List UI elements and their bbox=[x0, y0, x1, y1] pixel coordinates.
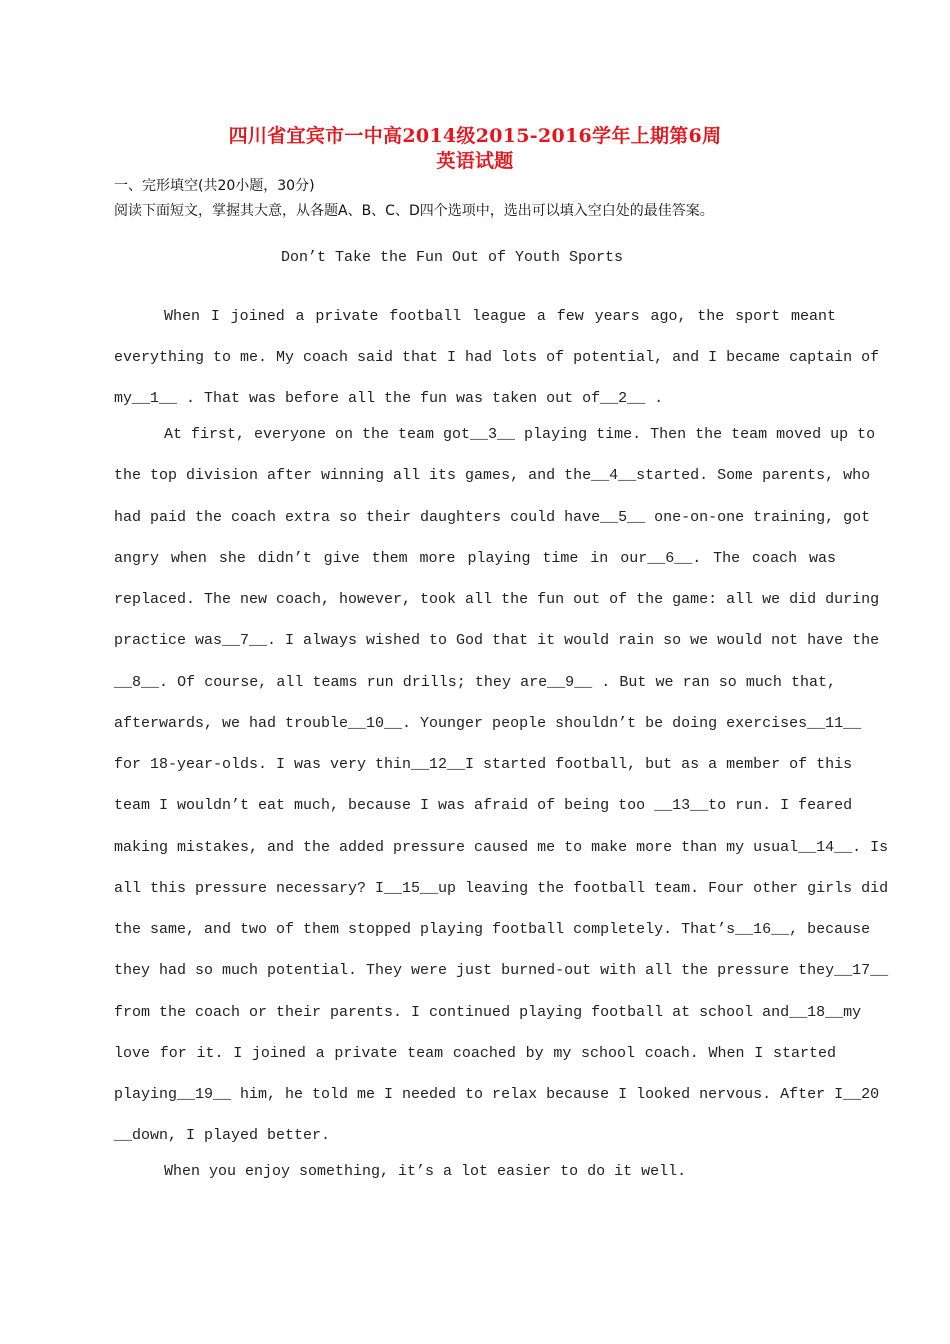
passage-line: practice was__7__. I always wished to God that it would rain so we would not have the bbox=[114, 632, 880, 649]
passage-line: the same, and two of them stopped playing football completely. That’s__16__, because bbox=[114, 921, 871, 938]
passage-line: all this pressure necessary? I__15__up leaving the football team. Four other girls did bbox=[114, 880, 889, 897]
passage-line: When I joined a private football league a few years ago, the sport meant bbox=[164, 308, 836, 325]
passage-line: __down, I played better. bbox=[114, 1127, 331, 1144]
passage-line: team I wouldn’t eat much, because I was afraid of being too __13__to run. I feared bbox=[114, 797, 853, 814]
passage-line: had paid the coach extra so their daughters could have__5__ one-on-one training, got bbox=[114, 509, 871, 526]
passage-line: At first, everyone on the team got__3__ playing time. Then the team moved up to bbox=[164, 426, 876, 443]
passage-title: Don’t Take the Fun Out of Youth Sports bbox=[280, 249, 624, 266]
section-instructions: 阅读下面短文，掌握其大意，从各题A、B、C、D四个选项中，选出可以填入空白处的最佳答案。 bbox=[114, 203, 714, 219]
passage-line: for 18-year-olds. I was very thin__12__I started football, but as a member of this bbox=[114, 756, 853, 773]
document-title: 四川省宜宾市一中高2014级2015-2016学年上期第6周 bbox=[228, 125, 722, 147]
document-subtitle: 英语试题 bbox=[436, 150, 514, 172]
passage-line: making mistakes, and the added pressure caused me to make more than my usual__14__. Is bbox=[114, 839, 889, 856]
passage-line: from the coach or their parents. I continued playing football at school and__18__my bbox=[114, 1004, 862, 1021]
passage-line: love for it. I joined a private team coached by my school coach. When I started bbox=[114, 1045, 836, 1062]
section-heading: 一、完形填空(共20小题，30分) bbox=[114, 178, 315, 194]
passage-line: When you enjoy something, it’s a lot easier to do it well. bbox=[164, 1163, 687, 1180]
passage-line: they had so much potential. They were just burned-out with all the pressure they__17__ bbox=[114, 962, 889, 979]
passage-line: angry when she didn’t give them more playing time in our__6__. The coach was bbox=[114, 550, 836, 567]
passage-line: replaced. The new coach, however, took all the fun out of the game: all we did during bbox=[114, 591, 880, 608]
passage-line: playing__19__ him, he told me I needed to relax because I looked nervous. After I__20 bbox=[114, 1086, 880, 1103]
passage-line: __8__. Of course, all teams run drills; they are__9__ . But we ran so much that, bbox=[114, 674, 836, 691]
passage-line: the top division after winning all its games, and the__4__started. Some parents, who bbox=[114, 467, 871, 484]
passage-line: everything to me. My coach said that I had lots of potential, and I became captain of bbox=[114, 349, 880, 366]
passage-line: afterwards, we had trouble__10__. Younger people shouldn’t be doing exercises__11__ bbox=[114, 715, 862, 732]
passage-line: my__1__ . That was before all the fun was taken out of__2__ . bbox=[114, 390, 664, 407]
